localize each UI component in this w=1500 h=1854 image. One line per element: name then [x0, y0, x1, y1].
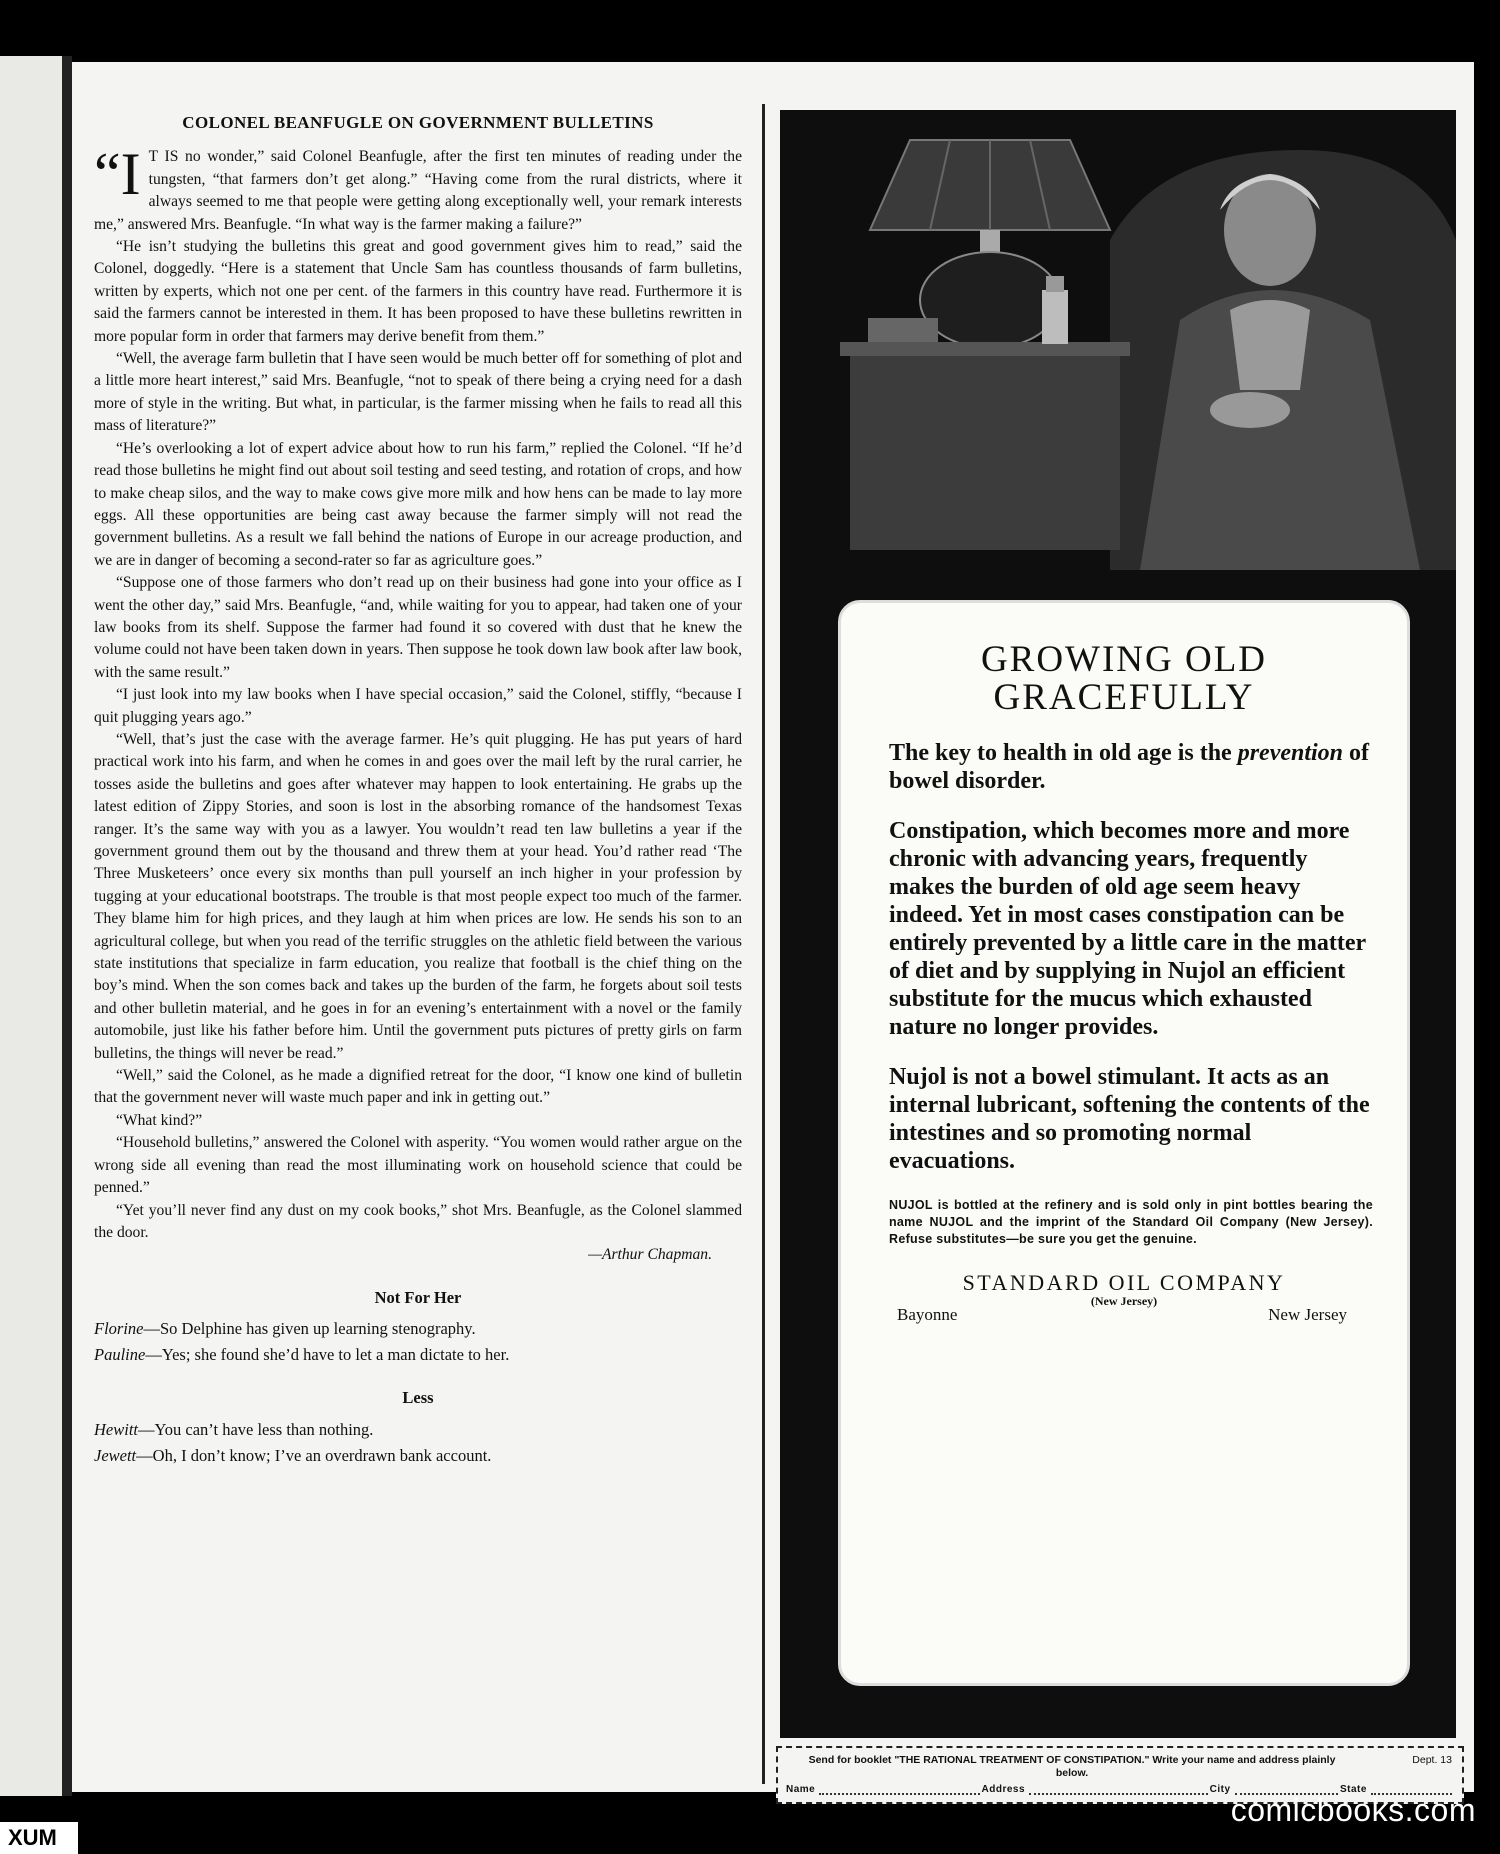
company-name: STANDARD OIL COMPANY	[962, 1270, 1286, 1295]
joke-title-not-for-her: Not For Her	[374, 1287, 462, 1307]
drop-cap: “I	[94, 141, 141, 208]
article-paragraph-4: “He’s overlooking a lot of expert advice about how to run his farm,” replied the Colonel. “If he’d read those bulletins he might find out about soil testing and seed testing, and rotation of crops, and how to make cheap silos, and the way to make cows give more milk and how hens can be made to lay more eggs. All these opportunities are being cast away because the farmer simply will not read the government bulletins. As a result we fall behind the nations of Europe in our acreage production, and we are in danger of becoming a second-rater so far as agriculture goes.”	[94, 439, 742, 569]
joke-line: Jewett—Oh, I don’t know; I’ve an overdrawn bank account.	[94, 1445, 492, 1465]
article-paragraph-2: “He isn’t studying the bulletins this great and good government gives him to read,” said the Colonel, doggedly. “Here is a statement that Uncle Sam has countless thousands of farm bulletins, written by experts, which not one per cent. of the farmers in this country have read. Furthermore it is said the farmers cannot be interested in them. It has been proposed to have these bulletins rewritten in more popular form in order that farmers may derive benefit from them.”	[94, 238, 742, 345]
byline: —Arthur Chapman.	[588, 1246, 712, 1264]
ad-notice: NUJOL is bottled at the refinery and is sold only in pint bottles bearing the name NUJOL and the imprint of the Standard Oil Company (New Jersey). Refuse substitutes—be sure you get the genuine.	[889, 1198, 1373, 1246]
joke-line: Florine—So Delphine has given up learning stenography.	[94, 1319, 476, 1339]
previous-page-edge	[0, 56, 72, 1796]
ad-paragraph-2: Constipation, which becomes more and more chronic with advancing years, frequently makes the burden of old age seem heavy indeed. Yet in most cases constipation can be entirely prevented by a little care in the matter of diet and by supplying in Nujol an efficient substitute for the mucus which exhausted nature no longer provides.	[889, 818, 1366, 1040]
article-paragraph-6: “I just look into my law books when I have special occasion,” said the Colonel, stiffly, “because I quit plugging years ago.”	[94, 686, 742, 726]
city-right: New Jersey	[1268, 1305, 1347, 1324]
article-paragraph-1: “I T IS no wonder,” said Colonel Beanfugle, after the first ten minutes of reading under the tungsten, “that farmers don’t get along.” “Having come from the rural districts, where it always seemed to me that people were getting along exceptionally well, your remark interests me,” answered Mrs. Beanfugle. “In what way is the farmer making a failure?”	[94, 141, 742, 233]
coupon-city-field: City	[1210, 1784, 1340, 1795]
joke-line: Hewitt—You can’t have less than nothing.	[94, 1419, 374, 1439]
column-divider	[762, 104, 765, 1784]
elderly-woman-lamp-illustration	[780, 110, 1456, 570]
article-paragraph-9: “What kind?”	[116, 1111, 203, 1129]
coupon-state-field: State	[1340, 1784, 1454, 1795]
site-watermark: comicbooks.com	[1230, 1792, 1476, 1828]
ad-paragraph-3: Nujol is not a bowel stimulant. It acts as an internal lubricant, softening the contents of the intestines and so promoting normal evacuations.	[889, 1064, 1370, 1174]
joke-line: Pauline—Yes; she found she’d have to let a man dictate to her.	[94, 1345, 510, 1365]
coupon-dept: Dept. 13	[1412, 1754, 1452, 1766]
article-paragraph-5: “Suppose one of those farmers who don’t read up on their business had gone into your office as I went the other day,” said Mrs. Beanfugle, “and, while waiting for you to appear, had taken one of your law books from its shelf. Suppose the farmer had found it so covered with dust that he knew the volume could not have been taken down in years. Then suppose he took down law book after law book, with the same result.”	[94, 574, 742, 681]
article-paragraph-11: “Yet you’ll never find any dust on my cook books,” shot Mrs. Beanfugle, as the Colonel slammed the door. —Arthur Chapman.	[94, 1200, 742, 1267]
coupon-address-field: Address	[982, 1784, 1210, 1795]
article-paragraph-3: “Well, the average farm bulletin that I have seen would be much better off for something of plot and a little more heart interest,” said Mrs. Beanfugle, “not to speak of there being a crying need for a dash more of style in the writing. But what, in particular, is the farmer missing when he fails to read all this mass of literature?”	[94, 350, 742, 435]
coupon-name-field: Name	[786, 1784, 982, 1795]
article-paragraph-8: “Well,” said the Colonel, as he made a dignified retreat for the door, “I know one kind of bulletin that the government never will waste much paper and ink in getting out.”	[94, 1067, 742, 1107]
city-left: Bayonne	[897, 1305, 958, 1324]
nujol-advertisement	[780, 110, 1456, 1738]
magazine-page	[72, 62, 1474, 1795]
coupon-text: Send for booklet "THE RATIONAL TREATMENT OF CONSTIPATION." Write your name and address plainly below.	[808, 1754, 1336, 1779]
ad-body	[841, 717, 1407, 1175]
joke-title-less: Less	[402, 1388, 434, 1408]
corner-tag: XUM	[0, 1822, 78, 1854]
ad-headline: GROWING OLD GRACEFULLY	[980, 639, 1268, 718]
article-paragraph-7: “Well, that’s just the case with the average farmer. He’s quit plugging. He has put years of hard practical work into his farm, and when he comes in and goes over the mail left by the rural carrier, he tosses aside the bulletins and goes after whatever may happen to look entertaining. He grabs up the latest edition of Zippy Stories, and soon is lost in the absorbing romance of the handsomest Texas ranger. It’s the same way with you as a lawyer. You wouldn’t read ten law bulletins a year if the government ground them out by the thousand and threw them at your head. You’d rather read ‘The Three Musketeers’ once every six months than pull yourself an inch higher in your profession by tugging at your educational bootstraps. The trouble is that most people expect too much of the farmer. They blame him for high prices, and they laugh at him when prices are low. He sends his son to an agricultural college, but when you read of the terrific struggles on the athletic field between the various state institutions that specialize in farm education, you realize that football is the chief thing on the boy’s mind. When the son comes back and takes up the burden of the farm, he forgets about soil tests and other bulletin material, and he goes in for an evening’s entertainment with a novel or the family automobile, just like his father before him. Until the government puts pictures of pretty girls on farm bulletins, the things will never be read.”	[94, 730, 742, 1062]
article-paragraph-10: “Household bulletins,” answered the Colonel with asperity. “You women would rather argue on the wrong side all evening than read the most illuminating work on household science that could be penned.”	[94, 1134, 742, 1197]
ad-copy-panel	[838, 600, 1410, 1686]
company-state: (New Jersey)	[1090, 1294, 1158, 1308]
article-column	[94, 112, 742, 1470]
ad-paragraph-1: The key to health in old age is the prevention of bowel disorder.	[889, 740, 1370, 794]
article-title: COLONEL BEANFUGLE ON GOVERNMENT BULLETINS	[182, 113, 654, 132]
